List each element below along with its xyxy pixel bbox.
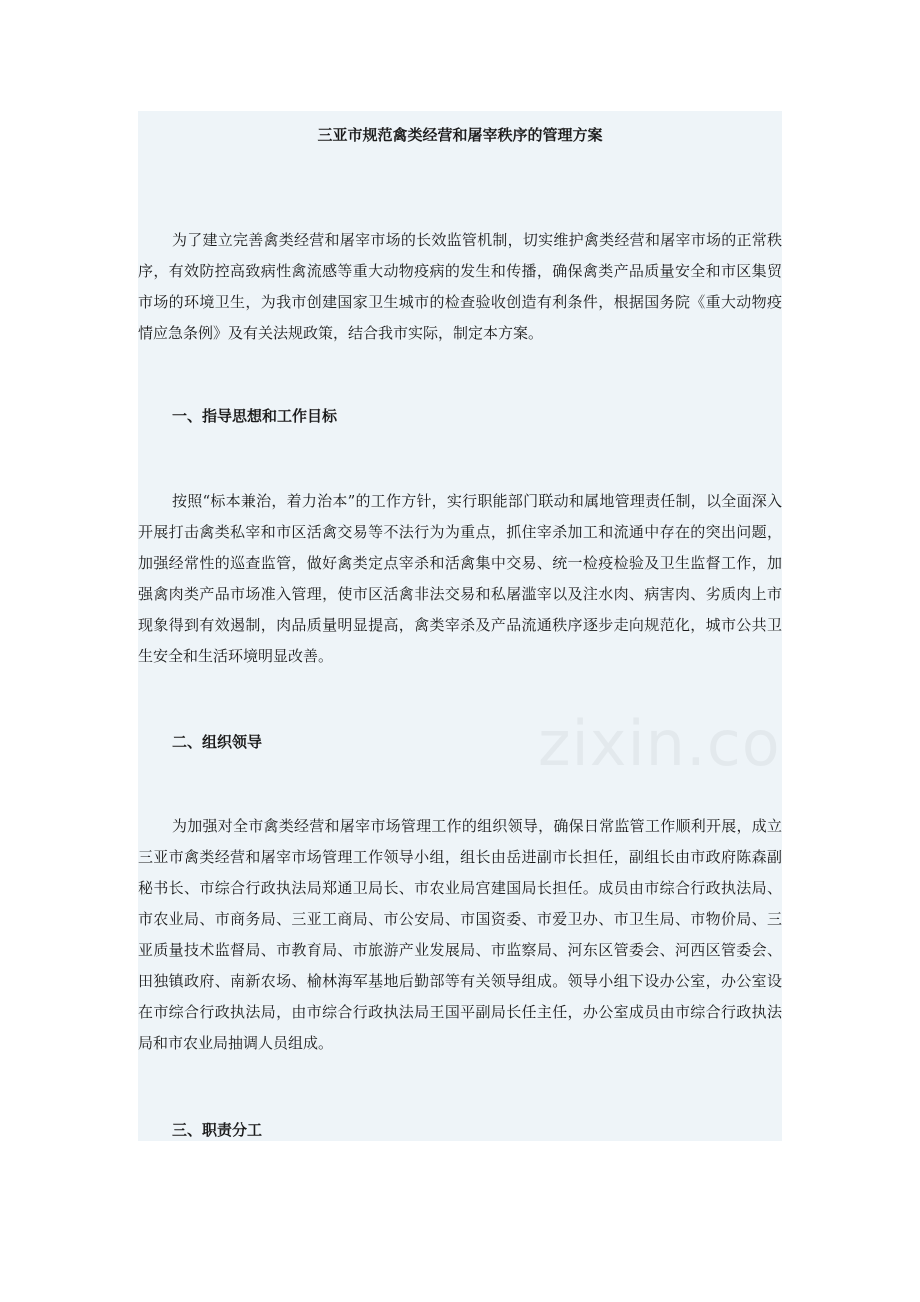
section-heading-guiding-ideas: 一、指导思想和工作目标 [172, 407, 338, 425]
document-panel [138, 111, 782, 1141]
section-heading-responsibilities: 三、职责分工 [172, 1121, 263, 1139]
intro-paragraph: 为了建立完善禽类经营和屠宰市场的长效监管机制，切实维护禽类经营和屠宰市场的正常秩序，有效防控高致病性禽流感等重大动物疫病的发生和传播，确保禽类产品质量安全和市区集贸市场的环境卫生，为我市创建国家卫生城市的检查验收创造有利条件，根据国务院《重大动物疫情应急条例》及有关法规政策，结合我市实际，制定本方案。 [138, 231, 782, 342]
section-heading-organization: 二、组织领导 [172, 733, 263, 751]
document-title: 三亚市规范禽类经营和屠宰秩序的管理方案 [317, 126, 603, 144]
watermark [538, 707, 782, 780]
section-body-organization: 为加强对全市禽类经营和屠宰市场管理工作的组织领导，确保日常监管工作顺利开展，成立三亚市禽类经营和屠宰市场管理工作领导小组，组长由岳进副市长担任，副组长由市政府陈森副秘书长、市综合行政执法局郑通卫局长、市农业局宫建国局长担任。成员由市综合行政执法局、市农业局、市商务局、三亚工商局、市公安局、市国资委、市爱卫办、市卫生局、市物价局、三亚质量技术监督局、市教育局、市旅游产业发展局、市监察局、河东区管委会、河西区管委会、田独镇政府、南新农场、榆林海军基地后勤部等有关领导组成。领导小组下设办公室，办公室设在市综合行政执法局，由市综合行政执法局王国平副局长任主任，办公室成员由市综合行政执法局和市农业局抽调人员组成。 [138, 817, 782, 1052]
section-body-guiding-ideas: 按照“标本兼治，着力治本”的工作方针，实行职能部门联动和属地管理责任制，以全面深入开展打击禽类私宰和市区活禽交易等不法行为为重点，抓住宰杀加工和流通中存在的突出问题，加强经常性的巡查监管，做好禽类定点宰杀和活禽集中交易、统一检疫检验及卫生监督工作，加强禽肉类产品市场准入管理，使市区活禽非法交易和私屠滥宰以及注水肉、病害肉、劣质肉上市现象得到有效遏制，肉品质量明显提高，禽类宰杀及产品流通秩序逐步走向规范化，城市公共卫生安全和生活环境明显改善。 [138, 492, 782, 665]
